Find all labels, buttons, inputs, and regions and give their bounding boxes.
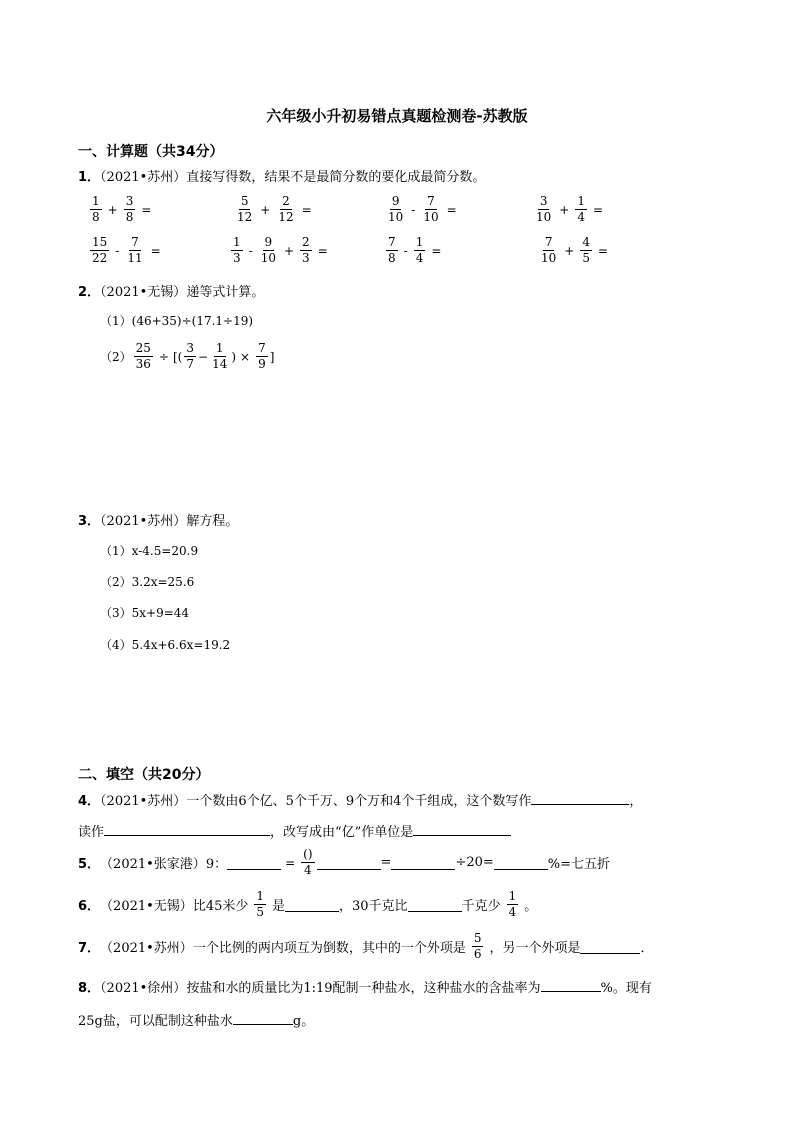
fraction: $\frac{7}{9}$ [258, 341, 266, 372]
fraction: $\frac{1}{3}$ [233, 235, 241, 266]
fraction: $\frac{1}{4}$ [508, 889, 517, 920]
fraction: $\frac{25}{36}$ [135, 341, 151, 372]
question-number: 2． [78, 285, 101, 300]
fraction: $\frac{1}{4}$ [577, 194, 585, 225]
answer-blank[interactable] [285, 910, 339, 912]
q3-sub-3: （3）5x+9=44 [100, 606, 190, 620]
fraction: $\frac{9}{10}$ [260, 235, 276, 266]
fraction: $\frac{2}{12}$ [278, 194, 294, 225]
question-text: 直接写得数，结果不是最简分数的要化成最简分数。 [186, 170, 486, 185]
question-3 [78, 510, 238, 529]
question-text: 解方程。 [186, 514, 239, 529]
expr-1-3: $\frac{9}{10}$ - $\frac{7}{10}$ = [388, 194, 457, 225]
q3-sub-1: （1）x-4.5=20.9 [100, 544, 199, 558]
fraction: $\frac{5}{6}$ [473, 931, 482, 962]
fraction: $\frac{7}{10}$ [541, 235, 557, 266]
answer-blank[interactable] [531, 803, 629, 805]
answer-blank[interactable] [541, 990, 601, 992]
answer-blank[interactable] [233, 1023, 293, 1025]
question-6: 6． （2021•无锡） 比45米少 $\frac{1}{5}$ 是 ，30千克比 千克少 $\frac{1}{4}$ 。 [78, 889, 538, 920]
fraction: $\frac{3}{7}$ [186, 341, 194, 372]
question-source: （2021•无锡） [100, 285, 187, 300]
question-source: （2021•苏州） [100, 514, 187, 529]
answer-blank[interactable] [580, 952, 640, 954]
section-heading-calculation: 一、计算题（共34分） [78, 144, 224, 160]
expr-2-4: $\frac{7}{10}$ + $\frac{4}{5}$ = [541, 235, 609, 266]
fraction: $\frac{3}{10}$ [536, 194, 552, 225]
expr-1-1: $\frac{1}{8}$ + $\frac{3}{8}$ = [92, 194, 152, 225]
fraction: $\frac{1}{5}$ [256, 889, 264, 920]
answer-blank[interactable] [494, 868, 548, 870]
fraction: $\frac{7}{8}$ [388, 235, 396, 266]
answer-blank[interactable] [408, 910, 462, 912]
answer-blank[interactable] [227, 868, 281, 870]
question-8-line-2: 25g盐，可以配制这种盐水 g。 [78, 1014, 315, 1029]
section-heading-fill: 二、填空（共20分） [78, 767, 210, 783]
q2-sub-2: （2） $\frac{25}{36}$ ÷ [( $\frac{3}{7}$ − $\frac{1}{14}$ ) × $\frac{7}{9}$ ] [100, 341, 275, 372]
fraction: $\frac{9}{10}$ [388, 194, 404, 225]
question-number: 3． [78, 514, 101, 529]
fraction: $\frac{3}{8}$ [125, 194, 134, 225]
question-7: 7． （2021•苏州） 一个比例的两内项互为倒数，其中的一个外项是 $\frac{5}{6}$ ，另一个外项是 ． [78, 931, 654, 962]
fraction: $\frac{7}{11}$ [127, 235, 143, 266]
fraction: $\frac{1}{4}$ [415, 235, 424, 266]
question-number: 1． [78, 170, 101, 185]
expr-2-2: $\frac{1}{3}$ - $\frac{9}{10}$ + $\frac{2}{3}$ = [233, 235, 328, 266]
expr-2-1: $\frac{15}{22}$ - $\frac{7}{11}$ = [92, 235, 161, 266]
question-5: 5． （2021•张家港） 9： = $\frac{()}{4}$ = ÷20= %=七五折 [78, 847, 611, 878]
fraction: $\frac{()}{4}$ [303, 847, 313, 878]
answer-blank[interactable] [104, 834, 270, 836]
question-4-line-2: 读作 ，改写成由“亿”作单位是 [78, 821, 511, 840]
fraction: $\frac{1}{8}$ [92, 194, 100, 225]
fraction: $\frac{1}{14}$ [212, 341, 228, 372]
page-title: 六年级小升初易错点真题检测卷-苏教版 [266, 107, 528, 125]
answer-blank[interactable] [391, 868, 455, 870]
question-1 [78, 166, 485, 185]
question-text: 递等式计算。 [186, 285, 265, 300]
question-8: 8．（2021•徐州）按盐和水的质量比为1:19配制一种盐水，这种盐水的含盐率为 %。现有 [78, 981, 652, 996]
fraction: $\frac{5}{12}$ [237, 194, 253, 225]
fraction: $\frac{15}{22}$ [92, 235, 108, 266]
fraction: $\frac{4}{5}$ [582, 235, 590, 266]
question-4: 4．（2021•苏州）一个数由6个亿、5个千万、9个万和4个千组成，这个数写作 ， [78, 794, 643, 809]
answer-blank[interactable] [317, 868, 381, 870]
q3-sub-4: （4）5.4x+6.6x=19.2 [100, 638, 231, 652]
answer-blank[interactable] [413, 834, 511, 836]
question-source: （2021•苏州） [100, 170, 187, 185]
q3-sub-2: （2）3.2x=25.6 [100, 575, 195, 589]
question-2 [78, 281, 264, 300]
expr-1-4: $\frac{3}{10}$ + $\frac{1}{4}$ = [536, 194, 604, 225]
q2-sub-1: （1）(46+35)÷(17.1÷19) [100, 314, 254, 328]
fraction: $\frac{7}{10}$ [423, 194, 439, 225]
expr-2-3: $\frac{7}{8}$ - $\frac{1}{4}$ = [388, 235, 442, 266]
fraction: $\frac{2}{3}$ [302, 235, 310, 266]
expr-1-2: $\frac{5}{12}$ + $\frac{2}{12}$ = [237, 194, 312, 225]
